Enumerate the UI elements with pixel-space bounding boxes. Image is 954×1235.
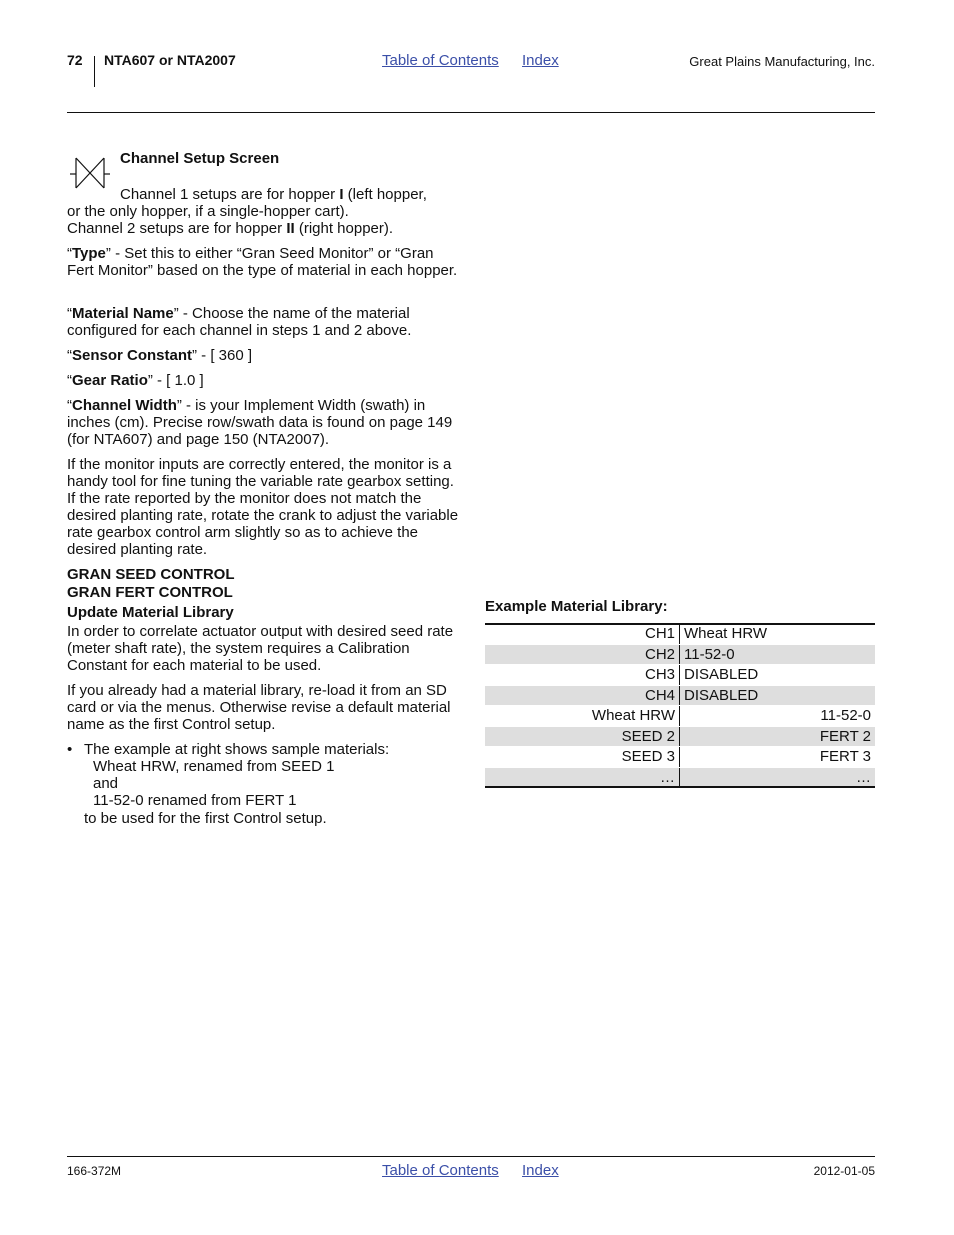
table-cell: DISABLED: [680, 685, 876, 706]
header-divider: [94, 56, 95, 87]
header-rule: [67, 112, 875, 113]
correlate-paragraph: In order to correlate actuator output with desired seed rate (meter shaft rate), the system requires a Calibration Constant for each material to be used.: [67, 623, 454, 674]
gear-ratio-paragraph: [67, 372, 462, 389]
quote: “: [67, 305, 72, 322]
table-caption: Example Material Library:: [485, 598, 668, 615]
table-row: [485, 726, 875, 747]
footer-index-link[interactable]: Index: [522, 1162, 559, 1179]
table-cell: Wheat HRW: [680, 624, 876, 644]
heading-gran-fert-control: GRAN FERT CONTROL: [67, 584, 233, 601]
header-index-link[interactable]: Index: [522, 52, 559, 69]
channel-width-paragraph: [67, 397, 462, 448]
company-name: Great Plains Manufacturing, Inc.: [689, 54, 875, 69]
table-cell: FERT 3: [680, 747, 876, 768]
bullet-line: and: [93, 775, 119, 792]
header-toc-link[interactable]: Table of Contents: [382, 52, 499, 69]
bullet-line: Wheat HRW, renamed from SEED 1: [93, 758, 335, 775]
table-row: [485, 685, 875, 706]
table-cell: FERT 2: [680, 726, 876, 747]
material-library-table: [485, 624, 875, 788]
heading-update-material-library: Update Material Library: [67, 604, 234, 621]
document-number: 166-372M: [67, 1164, 122, 1178]
page-number: 72: [67, 52, 83, 68]
table-cell: 11-52-0: [680, 706, 876, 727]
intro-line-3: [67, 220, 462, 237]
table-row: [485, 747, 875, 768]
intro-text: (right hopper).: [294, 220, 394, 237]
type-description: ” - Set this to either “Gran Seed Monitor” or “Gran Fert Monitor” based on the type of material in each hopper.: [67, 245, 458, 279]
bullet-line: 11-52-0 renamed from FERT 1: [93, 792, 297, 809]
table-row: [485, 706, 875, 727]
table-row: [485, 665, 875, 686]
material-name-paragraph: [67, 305, 462, 339]
table-cell: CH4: [485, 685, 680, 706]
term-type: Type: [72, 245, 106, 262]
table-cell: SEED 2: [485, 726, 680, 747]
table-cell: 11-52-0: [680, 644, 876, 665]
term-channel-width: Channel Width: [72, 397, 177, 414]
bullet-line: to be used for the first Control setup.: [84, 810, 327, 827]
term-sensor-constant: Sensor Constant: [72, 347, 193, 364]
table-bottom-rule: [485, 786, 875, 788]
sensor-constant-paragraph: [67, 347, 462, 364]
table-cell: Wheat HRW: [485, 706, 680, 727]
library-paragraph: If you already had a material library, re-load it from an SD card or via the menus. Otherwise revise a default material name as the first Control setup.: [67, 682, 451, 733]
quote: “: [67, 347, 72, 364]
table-row: [485, 624, 875, 644]
table-row: [485, 767, 875, 788]
table-cell: …: [485, 767, 680, 788]
table-cell: SEED 3: [485, 747, 680, 768]
sensor-constant-value: ” - [ 360 ]: [192, 347, 253, 364]
term-gear-ratio: Gear Ratio: [72, 372, 148, 389]
intro-text: Channel 2 setups are for hopper: [67, 220, 287, 237]
type-paragraph: [67, 245, 462, 279]
hopper-two: II: [286, 220, 295, 237]
table-cell: CH3: [485, 665, 680, 686]
quote: “: [67, 245, 72, 262]
bullet-icon: •: [67, 741, 73, 758]
monitor-paragraph: If the monitor inputs are correctly entered, the monitor is a handy tool for fine tuning the variable rate gearbox setting. If the rate reported by the monitor does not match the desired planting rate, rotate the crank to adjust the variable rate gearbox control arm slightly so as to achieve the desired planting rate.: [67, 456, 459, 558]
footer-rule: [67, 1156, 875, 1157]
intro-text: (left hopper,: [343, 186, 427, 203]
document-title: NTA607 or NTA2007: [104, 52, 236, 68]
table-cell: CH1: [485, 624, 680, 644]
footer-toc-link[interactable]: Table of Contents: [382, 1162, 499, 1179]
intro-line-1: [67, 186, 462, 203]
table-cell: …: [680, 767, 876, 788]
channel-width-description: ” - is your Implement Width (swath) in inches (cm). Precise row/swath data is found on page 149 (for NTA607) and page 150 (NTA2007).: [67, 397, 453, 448]
hopper-one: I: [339, 186, 344, 203]
heading-gran-seed-control: GRAN SEED CONTROL: [67, 566, 235, 583]
intro-line-2: [67, 203, 462, 220]
material-name-description: ” - Choose the name of the material configured for each channel in steps 1 and 2 above.: [67, 305, 412, 339]
intro-text: Channel 1 setups are for hopper: [120, 186, 340, 203]
intro-text: or the only hopper, if a single-hopper cart).: [67, 203, 349, 220]
document-date: 2012-01-05: [813, 1164, 875, 1178]
term-material-name: Material Name: [72, 305, 174, 322]
bullet-line: The example at right shows sample materials:: [84, 741, 390, 758]
table-row: [485, 644, 875, 665]
quote: “: [67, 397, 72, 414]
section-title: Channel Setup Screen: [120, 150, 280, 167]
channel-intro: [67, 186, 462, 237]
quote: “: [67, 372, 72, 389]
table-cell: DISABLED: [680, 665, 876, 686]
gear-ratio-value: ” - [ 1.0 ]: [147, 372, 204, 389]
table-cell: CH2: [485, 644, 680, 665]
